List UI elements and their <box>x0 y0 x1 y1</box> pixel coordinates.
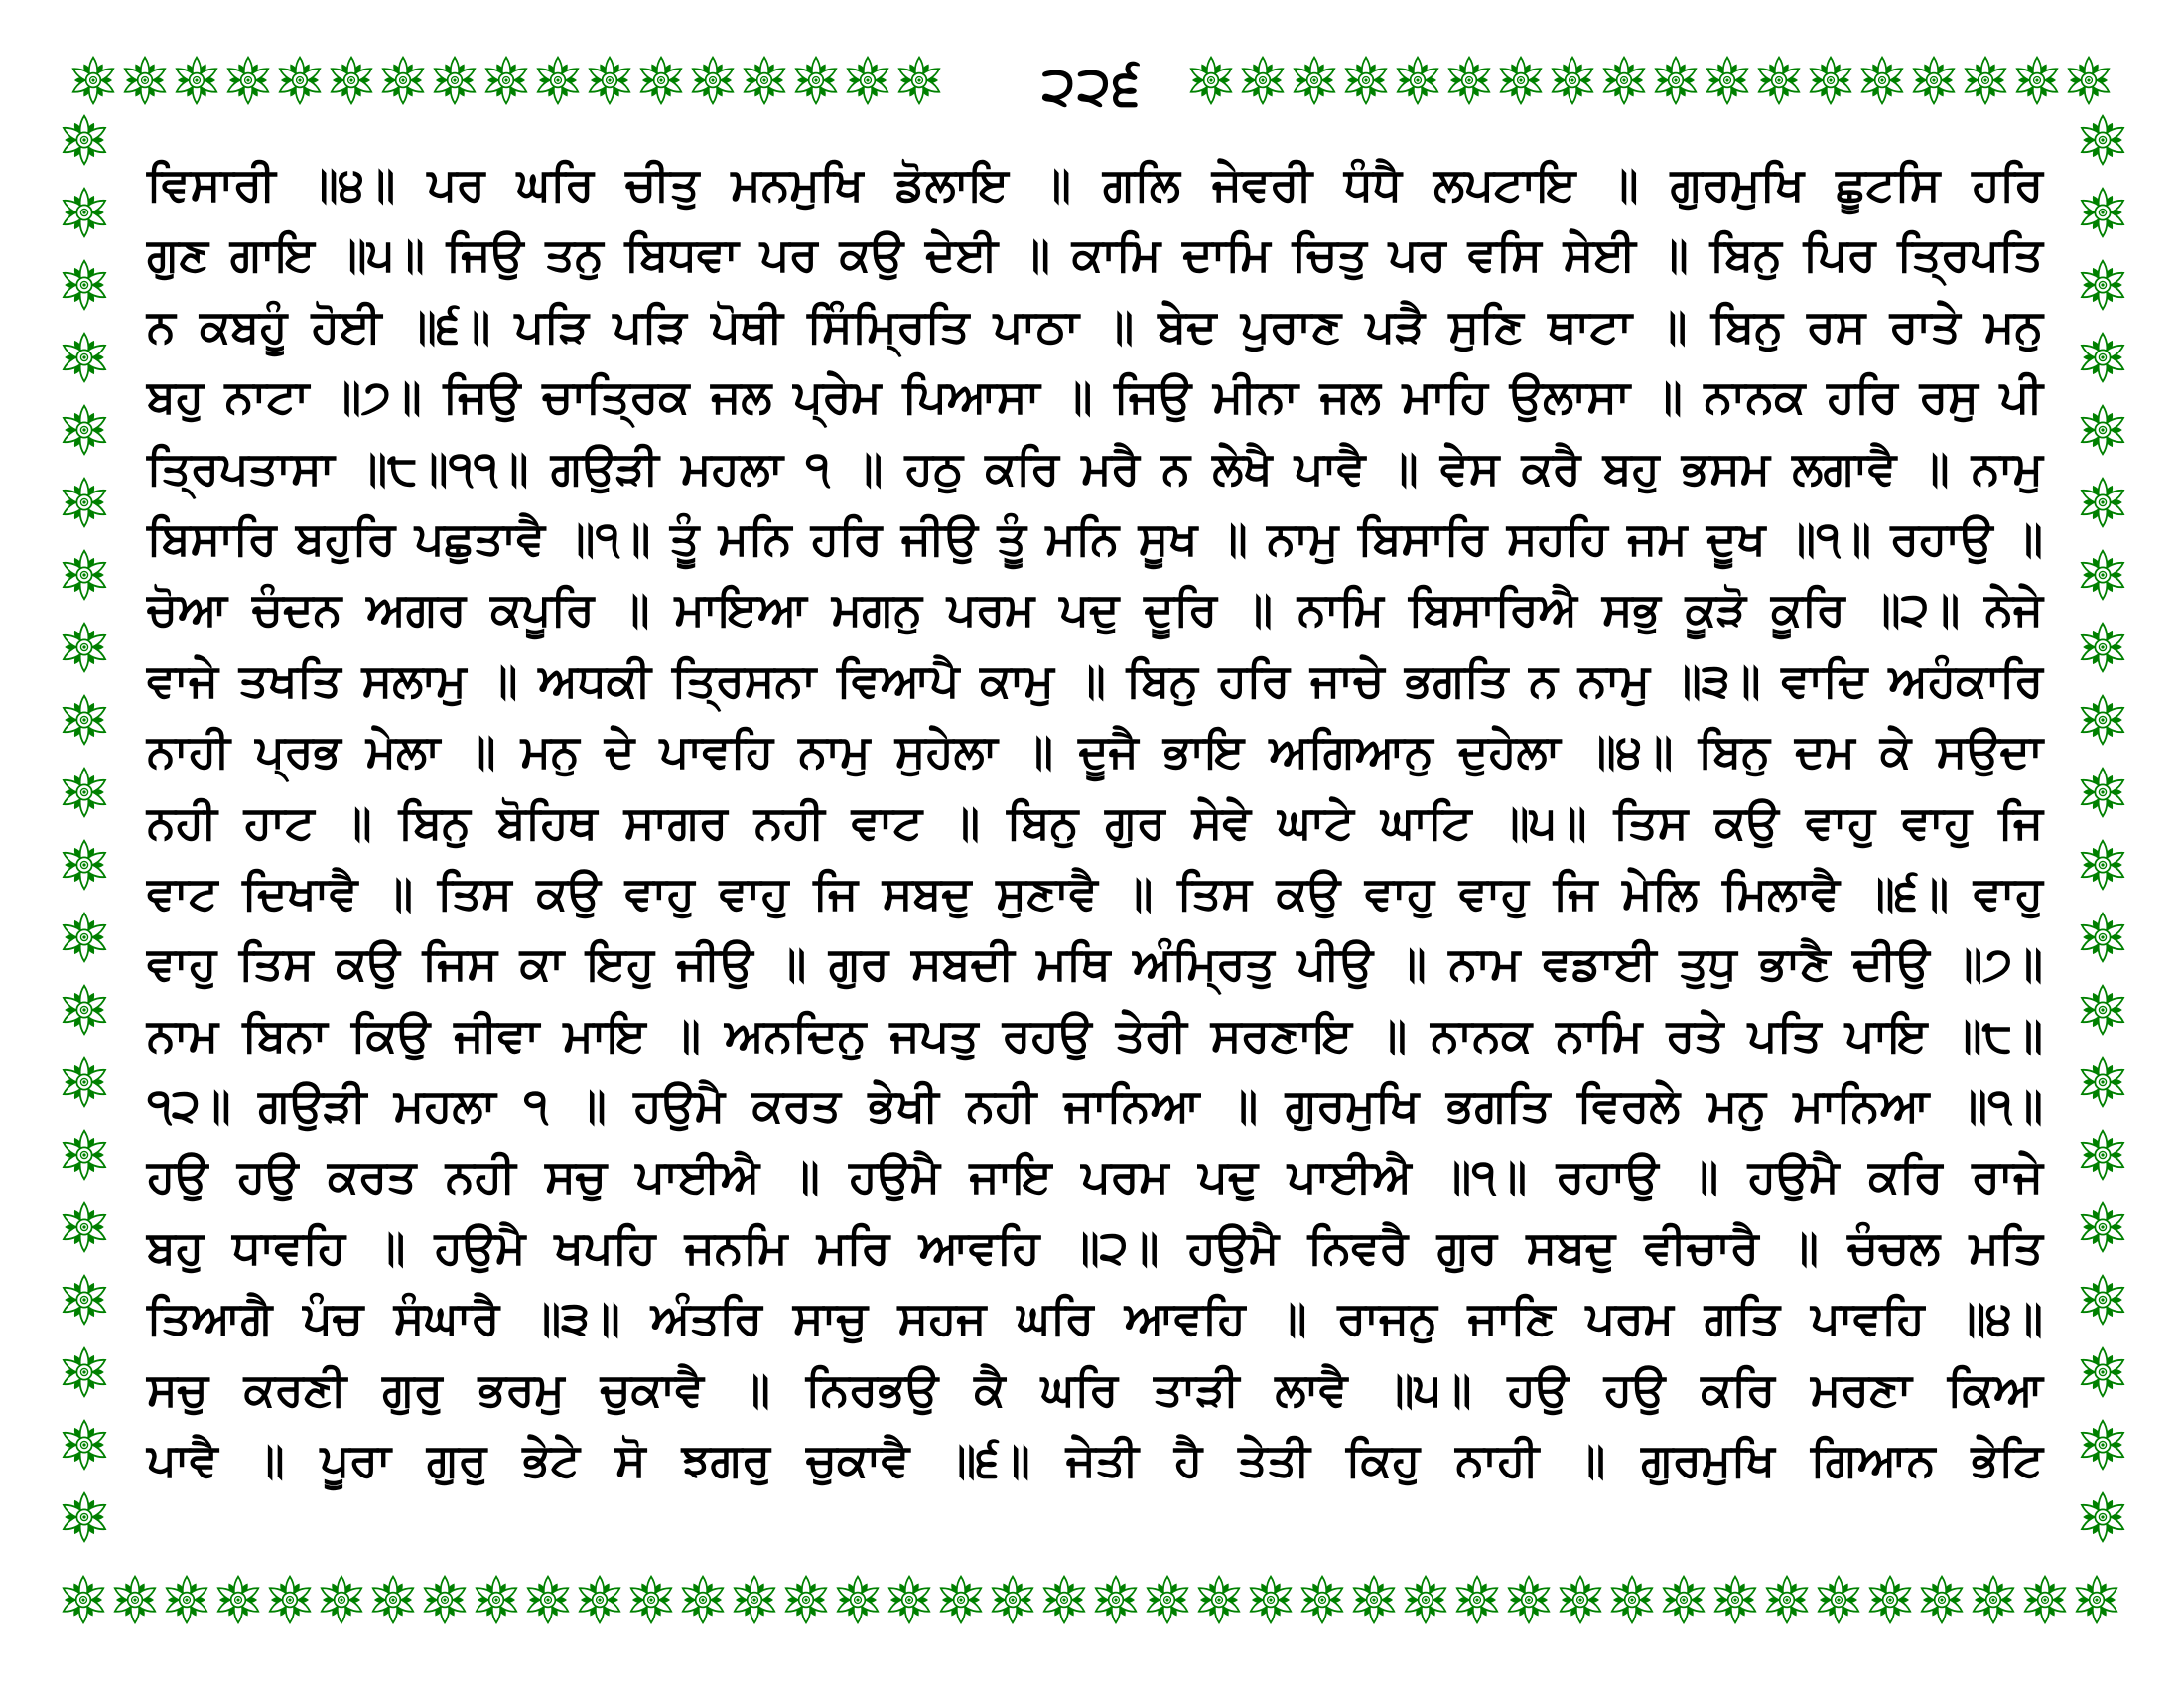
flower-icon <box>1968 1571 2019 1628</box>
flower-icon <box>1547 52 1598 109</box>
text-line: ਵਿਸਾਰੀ ॥੪॥ ਪਰ ਘਰਿ ਚੀਤੁ ਮਨਮੁਖਿ ਡੋਲਾਇ ॥ ਗਲਿ ਜੇਵਰੀ ਧੰਧੈ ਲਪਟਾਇ ॥ ਗੁਰਮੁਖਿ ਛੂਟਸਿ ਹਰਿ <box>147 158 2043 210</box>
flower-icon <box>1245 1571 1297 1628</box>
flower-icon <box>2076 1054 2129 1111</box>
flower-icon <box>2076 691 2129 749</box>
flower-icon <box>2076 1198 2129 1256</box>
text-line: ਤਿਆਗੈ ਪੰਚ ਸੰਘਾਰੈ ॥੩॥ ਅੰਤਰਿ ਸਾਚੁ ਸਹਜ ਘਰਿ ਆਵਹਿ ॥ ਰਾਜਨੁ ਜਾਣਿ ਪਰਮ ਗਤਿ ਪਾਵਹਿ ॥੪॥ <box>147 1292 2043 1344</box>
flower-icon <box>377 52 429 109</box>
flower-icon <box>2076 256 2129 314</box>
flower-icon <box>58 691 111 749</box>
flower-icon <box>68 52 119 109</box>
flower-icon <box>1908 52 1960 109</box>
flower-icon <box>1555 1571 1606 1628</box>
flower-icon <box>532 52 584 109</box>
flower-icon <box>2076 1126 2129 1184</box>
flower-icon <box>2076 184 2129 241</box>
flower-icon <box>729 1571 780 1628</box>
flower-icon <box>1709 1571 1761 1628</box>
text-line: ਨਾਹੀ ਪ੍ਰਭ ਮੇਲਾ ॥ ਮਨੁ ਦੇ ਪਾਵਹਿ ਨਾਮੁ ਸੁਹੇਲਾ ॥ ਦੂਜੈ ਭਾਇ ਅਗਿਆਨੁ ਦੁਹੇਲਾ ॥੪॥ ਬਿਨੁ ਦਮ ਕੇ ਸਉਦਾ <box>147 725 2043 777</box>
flower-icon <box>58 1126 111 1184</box>
flower-icon <box>1451 1571 1503 1628</box>
flower-icon <box>264 1571 316 1628</box>
flower-icon <box>1813 1571 1864 1628</box>
flower-icon <box>58 1488 111 1546</box>
bottom-border <box>58 1571 2122 1628</box>
text-line: ਨਹੀ ਹਾਟ ॥ ਬਿਨੁ ਬੋਹਿਥ ਸਾਗਰ ਨਹੀ ਵਾਟ ॥ ਬਿਨੁ ਗੁਰ ਸੇਵੇ ਘਾਟੇ ਘਾਟਿ ॥੫॥ ਤਿਸ ਕਉ ਵਾਹੁ ਵਾਹੁ ਜਿ <box>147 795 2043 848</box>
top-border-right <box>1185 52 2115 109</box>
flower-icon <box>58 909 111 966</box>
flower-icon <box>58 546 111 604</box>
flower-icon <box>1658 1571 1709 1628</box>
flower-icon <box>471 1571 522 1628</box>
flower-icon <box>2076 546 2129 604</box>
text-line: ਚੋਆ ਚੰਦਨ ਅਗਰ ਕਪੂਰਿ ॥ ਮਾਇਆ ਮਗਨੁ ਪਰਮ ਪਦੁ ਦੂਰਿ ॥ ਨਾਮਿ ਬਿਸਾਰਿਐ ਸਭੁ ਕੂੜੋ ਕੂਰਿ ॥੨॥ ਨੇਜੇ <box>147 583 2043 635</box>
flower-icon <box>58 184 111 241</box>
flower-icon <box>635 52 687 109</box>
text-line: ਗੁਣ ਗਾਇ ॥੫॥ ਜਿਉ ਤਨੁ ਬਿਧਵਾ ਪਰ ਕਉ ਦੇਈ ॥ ਕਾਮਿ ਦਾਮਿ ਚਿਤੁ ਪਰ ਵਸਿ ਸੇਈ ॥ ਬਿਨੁ ਪਿਰ ਤ੍ਰਿਪਤਿ <box>147 228 2043 281</box>
text-line: ਨਾਮ ਬਿਨਾ ਕਿਉ ਜੀਵਾ ਮਾਇ ॥ ਅਨਦਿਨੁ ਜਪਤੁ ਰਹਉ ਤੇਰੀ ਸਰਣਾਇ ॥ ਨਾਨਕ ਨਾਮਿ ਰਤੇ ਪਤਿ ਪਾਇ ॥੮॥ <box>147 1008 2043 1060</box>
flower-icon <box>326 52 377 109</box>
flower-icon <box>522 1571 574 1628</box>
flower-icon <box>2071 1571 2122 1628</box>
flower-icon <box>1193 1571 1245 1628</box>
flower-icon <box>739 52 790 109</box>
flower-icon <box>2076 619 2129 676</box>
flower-icon <box>58 1571 109 1628</box>
flower-icon <box>1297 1571 1348 1628</box>
flower-icon <box>58 329 111 386</box>
flower-icon <box>1916 1571 1968 1628</box>
flower-icon <box>987 1571 1038 1628</box>
flower-icon <box>2019 1571 2071 1628</box>
flower-icon <box>1960 52 2011 109</box>
text-line: ਨ ਕਬਹੂੰ ਹੋਈ ॥੬॥ ਪੜਿ ਪੜਿ ਪੋਥੀ ਸਿੰਮ੍ਰਿਤਿ ਪਾਠਾ ॥ ਬੇਦ ਪੁਰਾਣ ਪੜੈ ਸੁਣਿ ਥਾਟਾ ॥ ਬਿਨੁ ਰਸ ਰਾਤੇ ਮਨੁ <box>147 299 2043 352</box>
flower-icon <box>2076 909 2129 966</box>
flower-icon <box>2076 764 2129 821</box>
flower-icon <box>119 52 171 109</box>
flower-icon <box>584 52 635 109</box>
flower-icon <box>625 1571 677 1628</box>
flower-icon <box>109 1571 161 1628</box>
flower-icon <box>1392 52 1443 109</box>
flower-icon <box>58 474 111 531</box>
flower-icon <box>58 401 111 459</box>
flower-icon <box>1142 1571 1193 1628</box>
flower-icon <box>780 1571 832 1628</box>
flower-icon <box>1348 1571 1400 1628</box>
flower-icon <box>1598 52 1650 109</box>
flower-icon <box>480 52 532 109</box>
flower-icon <box>58 1054 111 1111</box>
flower-icon <box>1856 52 1908 109</box>
flower-icon <box>2076 329 2129 386</box>
text-line: ੧੨॥ ਗਉੜੀ ਮਹਲਾ ੧ ॥ ਹਉਮੈ ਕਰਤ ਭੇਖੀ ਨਹੀ ਜਾਨਿਆ ॥ ਗੁਰਮੁਖਿ ਭਗਤਿ ਵਿਰਲੇ ਮਨੁ ਮਾਨਿਆ ॥੧॥ <box>147 1079 2043 1132</box>
flower-icon <box>1864 1571 1916 1628</box>
flower-icon <box>58 764 111 821</box>
flower-icon <box>419 1571 471 1628</box>
flower-icon <box>1038 1571 1090 1628</box>
text-line: ਵਾਜੇ ਤਖਤਿ ਸਲਾਮੁ ॥ ਅਧਕੀ ਤ੍ਰਿਸਨਾ ਵਿਆਪੈ ਕਾਮੁ ॥ ਬਿਨੁ ਹਰਿ ਜਾਚੇ ਭਗਤਿ ਨ ਨਾਮੁ ॥੩॥ ਵਾਦਿ ਅਹੰਕਾਰਿ <box>147 653 2043 706</box>
flower-icon <box>1650 52 1702 109</box>
flower-icon <box>1443 52 1495 109</box>
top-border-left <box>68 52 945 109</box>
flower-icon <box>58 1343 111 1401</box>
flower-icon <box>935 1571 987 1628</box>
flower-icon <box>1606 1571 1658 1628</box>
flower-icon <box>429 52 480 109</box>
flower-icon <box>367 1571 419 1628</box>
flower-icon <box>171 52 222 109</box>
text-line: ਵਾਹੁ ਤਿਸ ਕਉ ਜਿਸ ਕਾ ਇਹੁ ਜੀਉ ॥ ਗੁਰ ਸਬਦੀ ਮਥਿ ਅੰਮ੍ਰਿਤੁ ਪੀਉ ॥ ਨਾਮ ਵਡਾਈ ਤੁਧੁ ਭਾਣੈ ਦੀਉ ॥੭॥ <box>147 937 2043 990</box>
flower-icon <box>58 256 111 314</box>
flower-icon <box>274 52 326 109</box>
right-border <box>2076 111 2129 1546</box>
left-border <box>58 111 111 1546</box>
text-line: ਸਚੁ ਕਰਣੀ ਗੁਰੁ ਭਰਮੁ ਚੁਕਾਵੈ ॥ ਨਿਰਭਉ ਕੈ ਘਰਿ ਤਾੜੀ ਲਾਵੈ ॥੫॥ ਹਉ ਹਉ ਕਰਿ ਮਰਣਾ ਕਿਆ <box>147 1362 2043 1415</box>
flower-icon <box>58 1416 111 1474</box>
flower-icon <box>212 1571 264 1628</box>
flower-icon <box>2011 52 2063 109</box>
flower-icon <box>1400 1571 1451 1628</box>
flower-icon <box>677 1571 729 1628</box>
flower-icon <box>832 1571 884 1628</box>
flower-icon <box>58 836 111 894</box>
text-line: ਹਉ ਹਉ ਕਰਤ ਨਹੀ ਸਚੁ ਪਾਈਐ ॥ ਹਉਮੈ ਜਾਇ ਪਰਮ ਪਦੁ ਪਾਈਐ ॥੧॥ ਰਹਾਉ ॥ ਹਉਮੈ ਕਰਿ ਰਾਜੇ <box>147 1150 2043 1202</box>
flower-icon <box>574 1571 625 1628</box>
flower-icon <box>1090 1571 1142 1628</box>
flower-icon <box>161 1571 212 1628</box>
flower-icon <box>2076 1488 2129 1546</box>
flower-icon <box>2076 981 2129 1039</box>
flower-icon <box>2076 401 2129 459</box>
flower-icon <box>687 52 739 109</box>
flower-icon <box>2076 836 2129 894</box>
flower-icon <box>842 52 893 109</box>
text-line: ਬਿਸਾਰਿ ਬਹੁਰਿ ਪਛੁਤਾਵੈ ॥੧॥ ਤੂੰ ਮਨਿ ਹਰਿ ਜੀਉ ਤੂੰ ਮਨਿ ਸੂਖ ॥ ਨਾਮੁ ਬਿਸਾਰਿ ਸਹਹਿ ਜਮ ਦੂਖ ॥੧॥ ਰਹਾਉ ॥ <box>147 511 2043 564</box>
flower-icon <box>2063 52 2115 109</box>
text-line: ਵਾਟ ਦਿਖਾਵੈ ॥ ਤਿਸ ਕਉ ਵਾਹੁ ਵਾਹੁ ਜਿ ਸਬਦੁ ਸੁਣਾਵੈ ॥ ਤਿਸ ਕਉ ਵਾਹੁ ਵਾਹੁ ਜਿ ਮੇਲਿ ਮਿਲਾਵੈ ॥੬॥ ਵਾਹੁ <box>147 866 2043 918</box>
flower-icon <box>893 52 945 109</box>
flower-icon <box>790 52 842 109</box>
flower-icon <box>58 619 111 676</box>
flower-icon <box>58 1271 111 1329</box>
flower-icon <box>1185 52 1237 109</box>
flower-icon <box>2076 1271 2129 1329</box>
flower-icon <box>1237 52 1289 109</box>
flower-icon <box>1495 52 1547 109</box>
text-line: ਬਹੁ ਧਾਵਹਿ ॥ ਹਉਮੈ ਖਪਹਿ ਜਨਮਿ ਮਰਿ ਆਵਹਿ ॥੨॥ ਹਉਮੈ ਨਿਵਰੈ ਗੁਰ ਸਬਦੁ ਵੀਚਾਰੈ ॥ ਚੰਚਲ ਮਤਿ <box>147 1220 2043 1273</box>
flower-icon <box>58 1198 111 1256</box>
flower-icon <box>316 1571 367 1628</box>
flower-icon <box>2076 111 2129 169</box>
flower-icon <box>1340 52 1392 109</box>
scripture-text <box>147 149 2043 1495</box>
flower-icon <box>1289 52 1340 109</box>
flower-icon <box>58 981 111 1039</box>
flower-icon <box>222 52 274 109</box>
flower-icon <box>58 111 111 169</box>
flower-icon <box>1761 1571 1813 1628</box>
text-line: ਬਹੁ ਨਾਟਾ ॥੭॥ ਜਿਉ ਚਾਤ੍ਰਿਕ ਜਲ ਪ੍ਰੇਮ ਪਿਆਸਾ ॥ ਜਿਉ ਮੀਨਾ ਜਲ ਮਾਹਿ ਉਲਾਸਾ ॥ ਨਾਨਕ ਹਰਿ ਰਸੁ ਪੀ <box>147 370 2043 423</box>
flower-icon <box>1702 52 1753 109</box>
page-number: ੨੨੬ <box>1041 57 1143 116</box>
text-line: ਤ੍ਰਿਪਤਾਸਾ ॥੮॥੧੧॥ ਗਉੜੀ ਮਹਲਾ ੧ ॥ ਹਠੁ ਕਰਿ ਮਰੈ ਨ ਲੇਖੈ ਪਾਵੈ ॥ ਵੇਸ ਕਰੈ ਬਹੁ ਭਸਮ ਲਗਾਵੈ ॥ ਨਾਮੁ <box>147 441 2043 493</box>
flower-icon <box>2076 1416 2129 1474</box>
flower-icon <box>2076 474 2129 531</box>
text-line: ਪਾਵੈ ॥ ਪੂਰਾ ਗੁਰੁ ਭੇਟੇ ਸੋ ਝਗਰੁ ਚੁਕਾਵੈ ॥੬॥ ਜੇਤੀ ਹੈ ਤੇਤੀ ਕਿਹੁ ਨਾਹੀ ॥ ਗੁਰਮੁਖਿ ਗਿਆਨ ਭੇਟਿ <box>147 1434 2043 1486</box>
flower-icon <box>884 1571 935 1628</box>
flower-icon <box>1503 1571 1555 1628</box>
flower-icon <box>1753 52 1805 109</box>
flower-icon <box>2076 1343 2129 1401</box>
flower-icon <box>1805 52 1856 109</box>
